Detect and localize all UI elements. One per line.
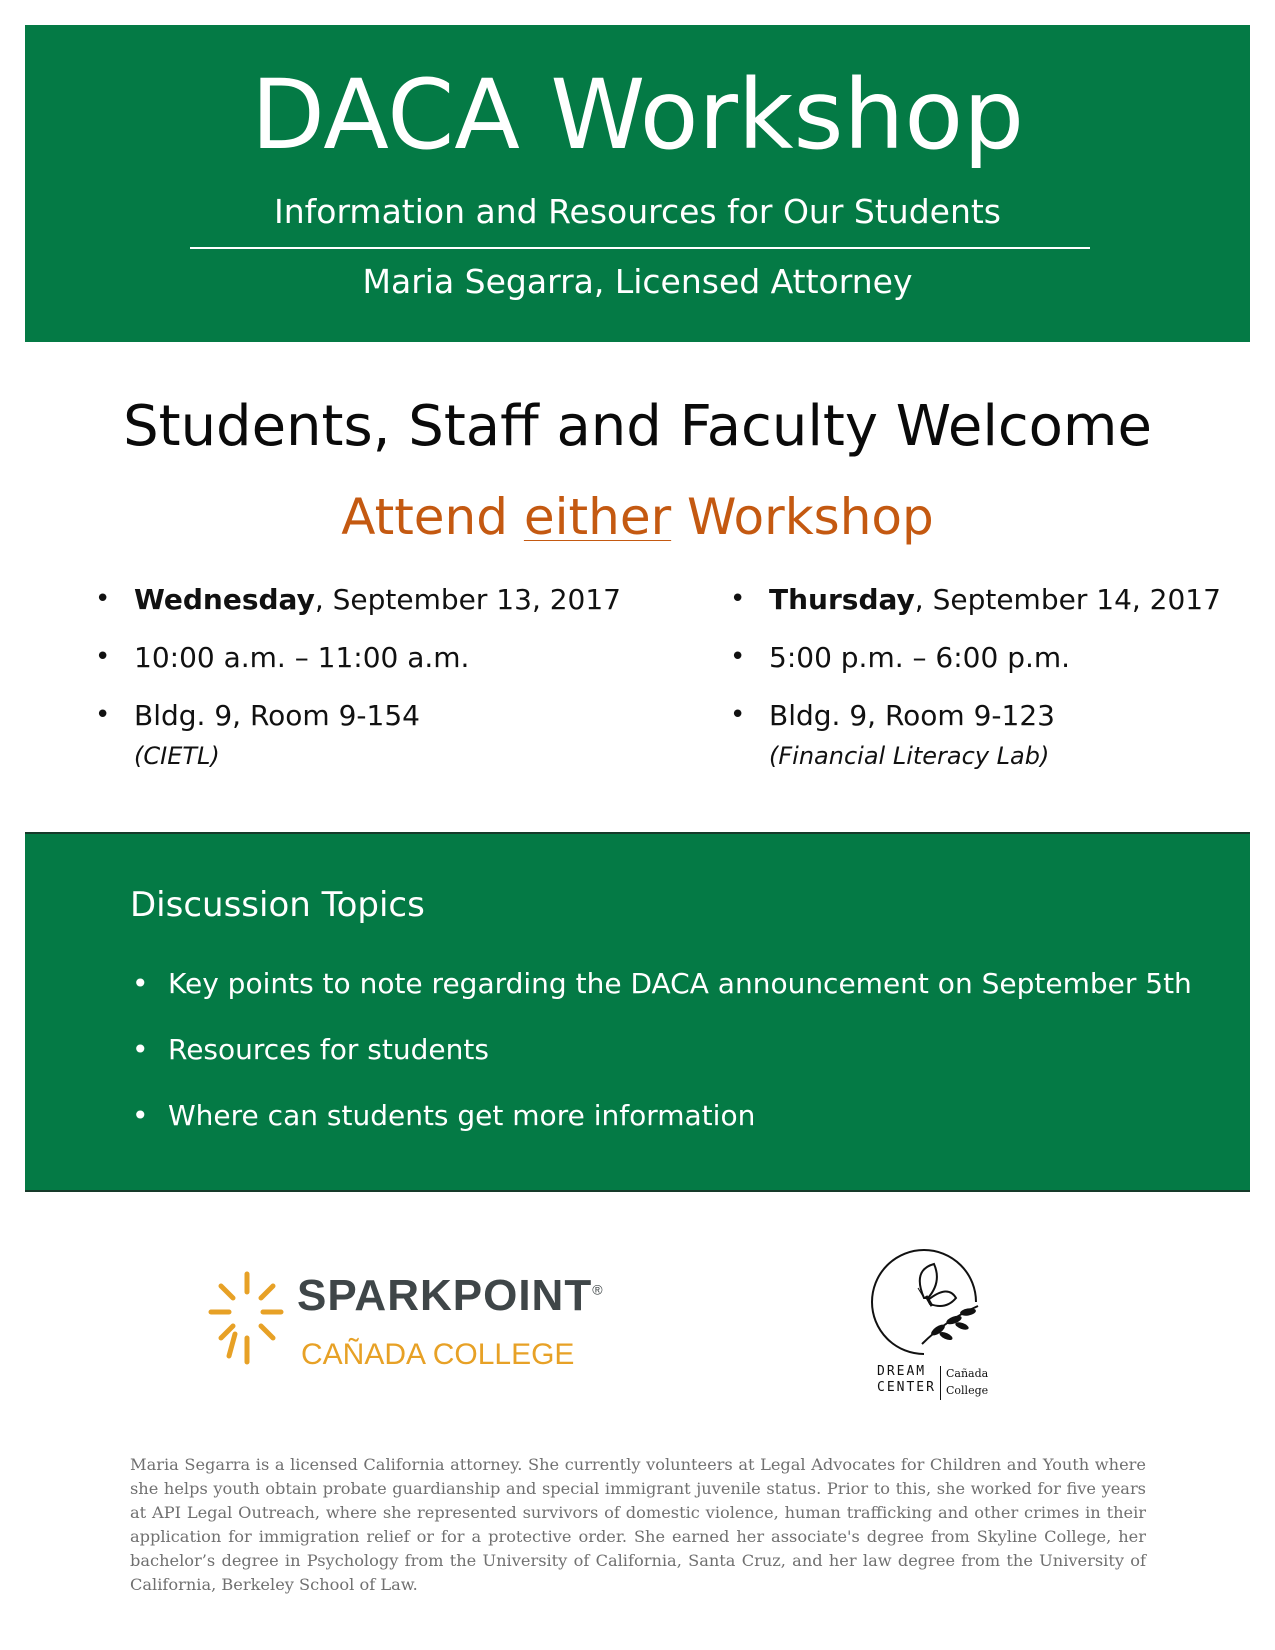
header-divider — [190, 247, 1090, 249]
session-time — [92, 641, 652, 702]
sparkpoint-logo — [205, 1268, 665, 1378]
session-day: Wednesday — [134, 583, 315, 616]
registered-mark: ® — [592, 1281, 604, 1298]
bullet-icon: • — [730, 584, 746, 614]
session-location-text: Bldg. 9, Room 9-154 — [134, 699, 420, 732]
bullet-icon: • — [730, 700, 746, 730]
canada-line: Cañada — [946, 1367, 989, 1380]
session-time — [727, 641, 1275, 702]
session-time-text: 10:00 a.m. – 11:00 a.m. — [134, 641, 470, 674]
header-banner — [25, 25, 1250, 342]
topic-text: Resources for students — [168, 1033, 489, 1066]
session-location — [92, 699, 652, 750]
topics-title: Discussion Topics — [130, 885, 425, 925]
session-wednesday — [92, 583, 652, 770]
session-date — [92, 583, 652, 644]
bullet-icon: • — [730, 642, 746, 672]
session-thursday — [727, 583, 1275, 770]
session-date-text: , September 13, 2017 — [314, 583, 621, 616]
butterfly-icon — [862, 1248, 1002, 1363]
college-line: College — [946, 1383, 989, 1397]
attend-line — [0, 490, 1275, 545]
session-date-text: , September 14, 2017 — [914, 583, 1221, 616]
attorney-bio: Maria Segarra is a licensed California attorney. She currently volunteers at Legal Advocates for Children and Youth where she helps youth obtain probate guardianship and special immigrant juvenile status. Prior to this, she worked for five years at API Legal Outreach, where she represented survivors of domestic violence, human trafficking and other crimes in their application for immigration relief or for a protective order. She earned her associate's degree from Skyline College, her bachelor’s degree in Psychology from the University of California, Santa Cruz, and her law degree from the University of California, Berkeley School of Law. — [130, 1455, 1146, 1594]
bullet-icon: • — [95, 584, 111, 614]
page-title: DACA Workshop — [250, 59, 1025, 171]
bullet-icon: • — [95, 700, 111, 730]
attend-emphasis: either — [523, 488, 672, 546]
list-item — [130, 967, 1192, 1036]
sparkpoint-name: SPARKPOINT — [297, 1271, 593, 1320]
dream-center-text — [877, 1364, 936, 1397]
sparkpoint-college: CAÑADA COLLEGE — [301, 1338, 575, 1371]
attend-suffix: Workshop — [671, 488, 934, 546]
session-location — [727, 699, 1275, 750]
bullet-icon: • — [132, 967, 149, 1000]
dream-center-logo — [862, 1248, 1002, 1408]
subtitle: Information and Resources for Our Students — [273, 192, 1001, 231]
dream-line: DREAM — [877, 1364, 927, 1379]
presenter: Maria Segarra, Licensed Attorney — [362, 262, 913, 301]
spark-burst-icon — [205, 1268, 285, 1368]
bullet-icon: • — [132, 1099, 149, 1132]
session-day: Thursday — [769, 583, 915, 616]
topic-text: Key points to note regarding the DACA announcement on September 5th — [168, 967, 1192, 1000]
session-location-text: Bldg. 9, Room 9-123 — [769, 699, 1055, 732]
discussion-topics-panel — [25, 832, 1250, 1192]
session-note: (Financial Literacy Lab) — [769, 742, 1050, 770]
session-date — [727, 583, 1275, 644]
bullet-icon: • — [132, 1033, 149, 1066]
dream-divider — [940, 1366, 941, 1400]
sparkpoint-wordmark — [297, 1271, 604, 1320]
list-item — [130, 1099, 1192, 1168]
bullet-icon: • — [95, 642, 111, 672]
session-note: (CIETL) — [134, 742, 220, 770]
topics-list — [130, 967, 1192, 1168]
welcome-headline: Students, Staff and Faculty Welcome — [123, 394, 1152, 459]
list-item — [130, 1033, 1192, 1102]
topic-text: Where can students get more information — [168, 1099, 756, 1132]
center-line: CENTER — [877, 1380, 936, 1396]
session-time-text: 5:00 p.m. – 6:00 p.m. — [769, 641, 1071, 674]
canada-college-text — [946, 1366, 988, 1399]
attend-prefix: Attend — [341, 488, 524, 546]
